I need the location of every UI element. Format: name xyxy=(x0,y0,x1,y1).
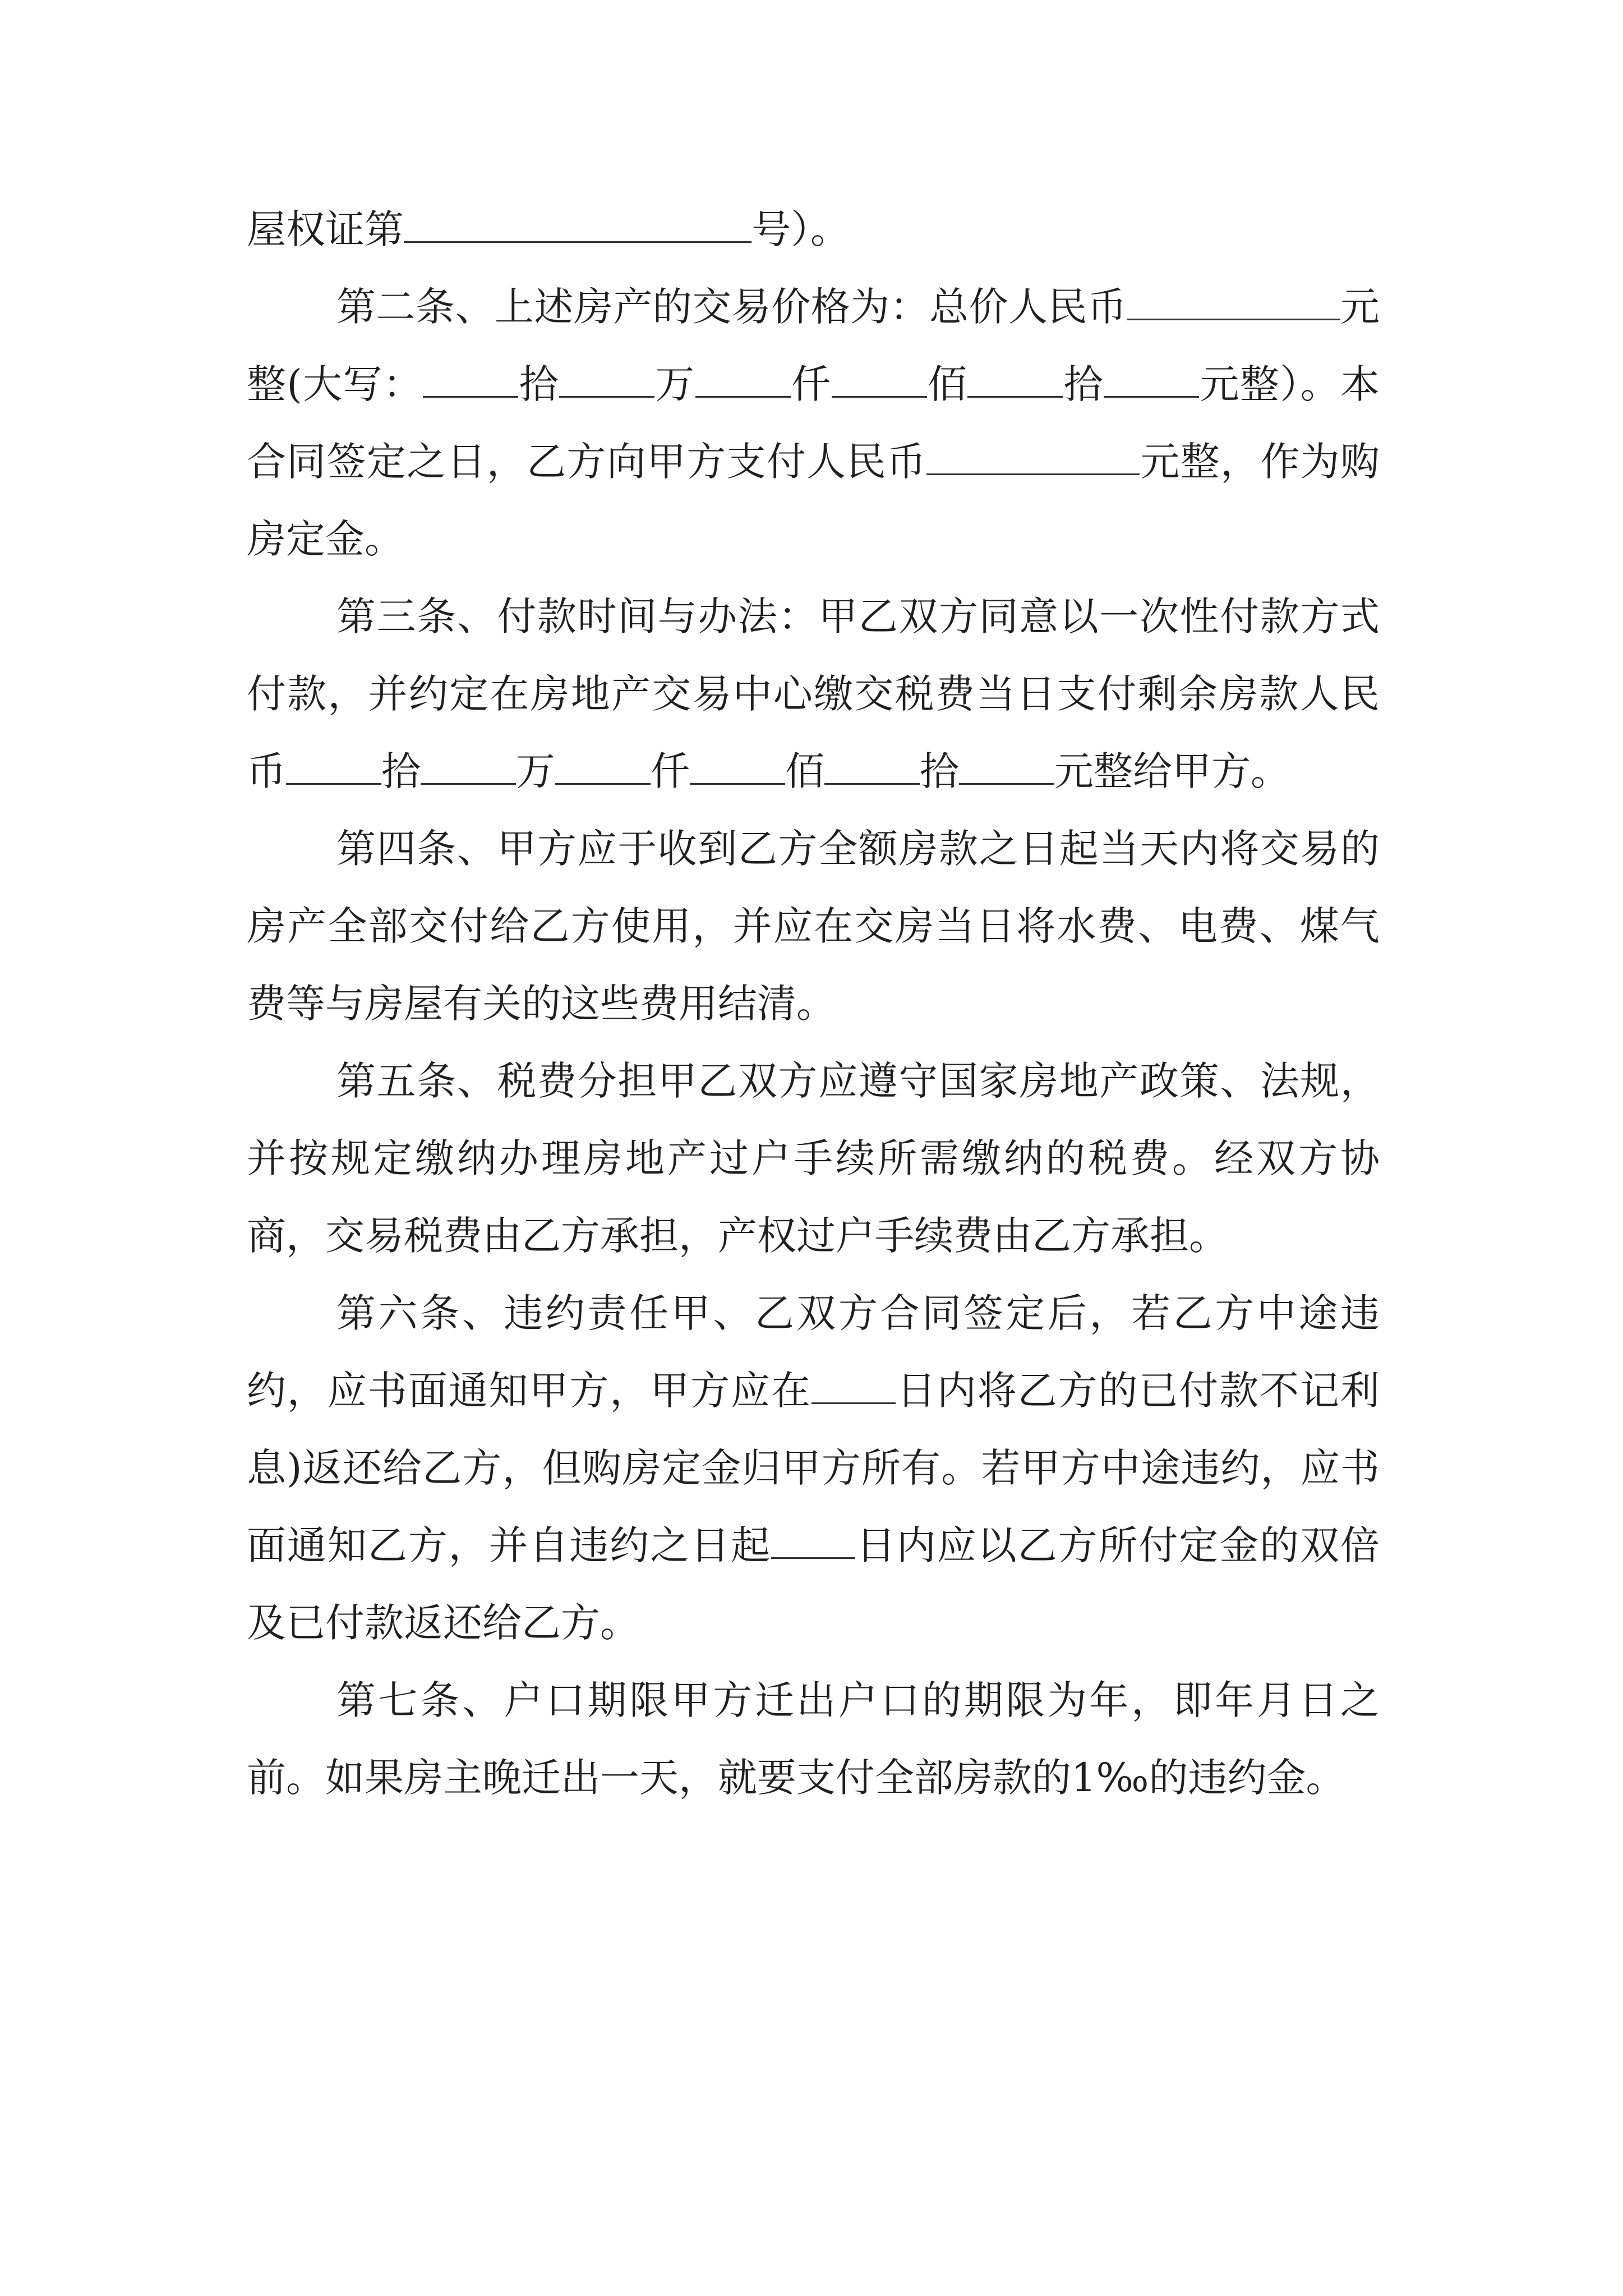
blank-amount xyxy=(967,361,1063,398)
text-segment: 拾 xyxy=(518,361,560,407)
clause-6-breach xyxy=(247,1274,1380,1662)
text-segment: 万 xyxy=(516,748,555,794)
blank-amount xyxy=(286,748,381,785)
blank-amount xyxy=(690,748,785,785)
blank-amount xyxy=(421,748,516,785)
clause-4-handover: 第四条、甲方应于收到乙方全额房款之日起当天内将交易的房产全部交付给乙方使用，并应在交房当日将水费、电费、煤气费等与房屋有关的这些费用结清。 xyxy=(247,826,1380,1027)
text-segment: 拾 xyxy=(1063,361,1104,407)
text-segment: 日内将乙方的已付款不记利息)返还给乙方，但购房定金归甲方所有。若甲方中途违约，应书面通知乙方，并自违约之日起 xyxy=(247,1368,1380,1568)
text-segment: 仟 xyxy=(790,361,832,407)
blank-amount xyxy=(832,361,927,398)
blank-amount xyxy=(555,748,651,785)
clause-7-household-registration: 第七条、户口期限甲方迁出户口的期限为年，即年月日之前。如果房主晚迁出一天，就要支付全部房款的1‰的违约金。 xyxy=(247,1677,1380,1801)
text-segment: 佰 xyxy=(926,361,968,407)
blank-amount xyxy=(1104,361,1199,398)
text-segment: 万 xyxy=(654,361,695,407)
blank-certificate-number xyxy=(404,206,751,243)
blank-deposit-amount xyxy=(926,439,1140,475)
blank-days xyxy=(811,1368,896,1404)
text-segment: 仟 xyxy=(651,748,690,794)
clause-2-price xyxy=(247,268,1380,578)
text-segment: 第三条、付款时间与办法：甲乙双方同意以一次性付款方式付款，并约定在房地产交易中心缴交税费当日支付剩余房款人民币 xyxy=(247,593,1380,794)
text-segment: 日内应以乙方所付定金的双倍及已付款返还给乙方。 xyxy=(247,1522,1380,1646)
text-segment: 佰 xyxy=(785,748,824,794)
blank-amount xyxy=(824,748,920,785)
clause-5-taxes: 第五条、税费分担甲乙双方应遵守国家房地产政策、法规，并按规定缴纳办理房地产过户手续所需缴纳的税费。经双方协商，交易税费由乙方承担，产权过户手续费由乙方承担。 xyxy=(247,1058,1380,1259)
paragraph-property-certificate xyxy=(247,191,1380,268)
text-segment: 第六条、违约责任甲、乙双方合同签定后，若乙方中途违约，应书面通知甲方，甲方应在 xyxy=(247,1290,1380,1414)
text-segment: 元整给甲方。 xyxy=(1054,748,1290,794)
blank-days xyxy=(771,1522,855,1559)
clause-3-payment xyxy=(247,578,1380,810)
text-segment: 元整(大写： xyxy=(247,284,1380,407)
text-segment: 拾 xyxy=(381,748,421,794)
document-page xyxy=(247,191,1380,1816)
blank-total-price xyxy=(1127,284,1340,320)
blank-amount xyxy=(559,361,654,398)
text-segment: 屋权证第 xyxy=(247,206,404,252)
text-segment: 号）。 xyxy=(751,206,850,252)
text-segment: 拾 xyxy=(920,748,959,794)
text-segment: 第二条、上述房产的交易价格为：总价人民币 xyxy=(336,284,1127,330)
blank-amount xyxy=(959,748,1054,785)
text-segment: 元整，作为购房定金。 xyxy=(247,439,1380,562)
blank-amount xyxy=(423,361,518,398)
blank-amount xyxy=(695,361,791,398)
text-segment: 元整）。本合同签定之日，乙方向甲方支付人民币 xyxy=(247,361,1380,485)
